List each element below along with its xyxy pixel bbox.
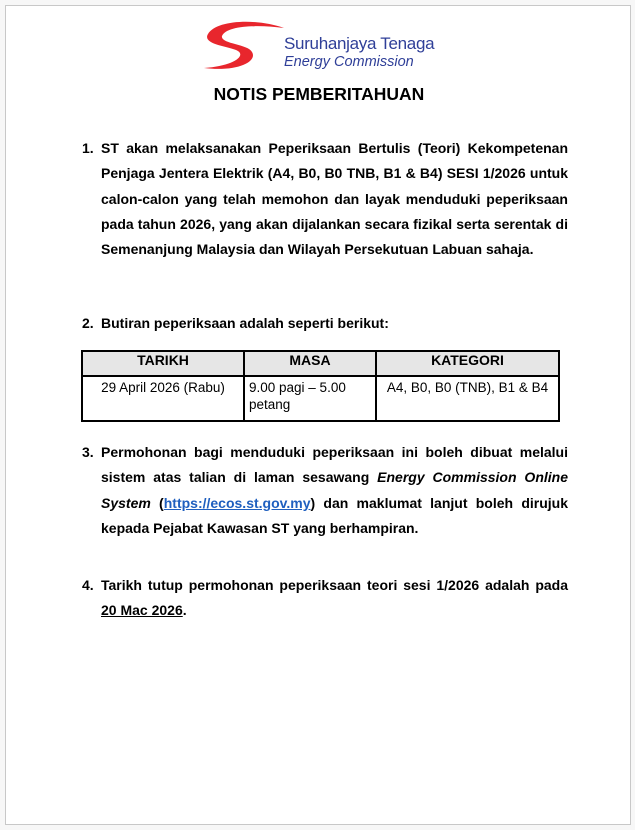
- item-number: 2.: [82, 315, 94, 331]
- notice-item-3: [82, 440, 568, 541]
- cell-tarikh: 29 April 2026 (Rabu): [82, 376, 244, 421]
- energy-commission-logo: [196, 16, 466, 76]
- notice-item-4: [82, 573, 568, 624]
- item-number: 3.: [82, 444, 94, 460]
- exam-details-table: [81, 350, 560, 422]
- column-header-kategori: KATEGORI: [376, 351, 559, 376]
- notice-item-2: [82, 311, 568, 336]
- item-text: Butiran peperiksaan adalah seperti berikut:: [101, 315, 389, 331]
- cell-kategori: A4, B0, B0 (TNB), B1 & B4: [376, 376, 559, 421]
- column-header-tarikh: TARIKH: [82, 351, 244, 376]
- column-header-masa: MASA: [244, 351, 376, 376]
- system-name: Energy Commission Online System: [101, 469, 568, 511]
- item-text-after: .: [182, 602, 187, 619]
- table-header-row: [82, 351, 559, 376]
- cell-masa: 9.00 pagi – 5.00 petang: [244, 376, 376, 421]
- document-page: [5, 5, 631, 825]
- item-text-before: Tarikh tutup permohonan peperiksaan teori sesi 1/2026 adalah pada: [101, 577, 568, 593]
- ecos-link[interactable]: https://ecos.st.gov.my: [163, 494, 311, 511]
- item-text: ST akan melaksanakan Peperiksaan Bertulis (Teori) Kekompetenan Penjaga Jentera Elektrik (A4, B0, B0 TNB, B1 & B4) SESI 1/2026 untuk calon-calon yang telah memohon dan layak menduduki peperiksaan pada tahun 2026, yang akan dijalankan secara fizikal serta serentak di Semenanjung Malaysia dan Wilayah Persekutuan Labuan sahaja.: [101, 140, 568, 258]
- logo-text-english: Energy Commission: [284, 54, 414, 70]
- notice-item-1: [82, 136, 568, 262]
- item-text: [101, 440, 568, 541]
- item-number: 4.: [82, 577, 94, 593]
- page-title: NOTIS PEMBERITAHUAN: [213, 84, 425, 104]
- item-text-after: ) dan maklumat lanjut boleh dirujuk kepada Pejabat Kawasan ST yang berhampiran.: [101, 494, 568, 536]
- item-text: [101, 573, 568, 624]
- table-row: [82, 376, 559, 421]
- item-number: 1.: [82, 140, 94, 156]
- item-text-before: Permohonan bagi menduduki peperiksaan ini boleh dibuat melalui sistem atas talian di laman sesawang: [101, 444, 568, 486]
- logo-text-malay: Suruhanjaya Tenaga: [284, 34, 435, 53]
- swoosh-logo-icon: [196, 16, 291, 76]
- closing-date: 20 Mac 2026: [101, 602, 183, 619]
- paren-open: (: [150, 494, 164, 511]
